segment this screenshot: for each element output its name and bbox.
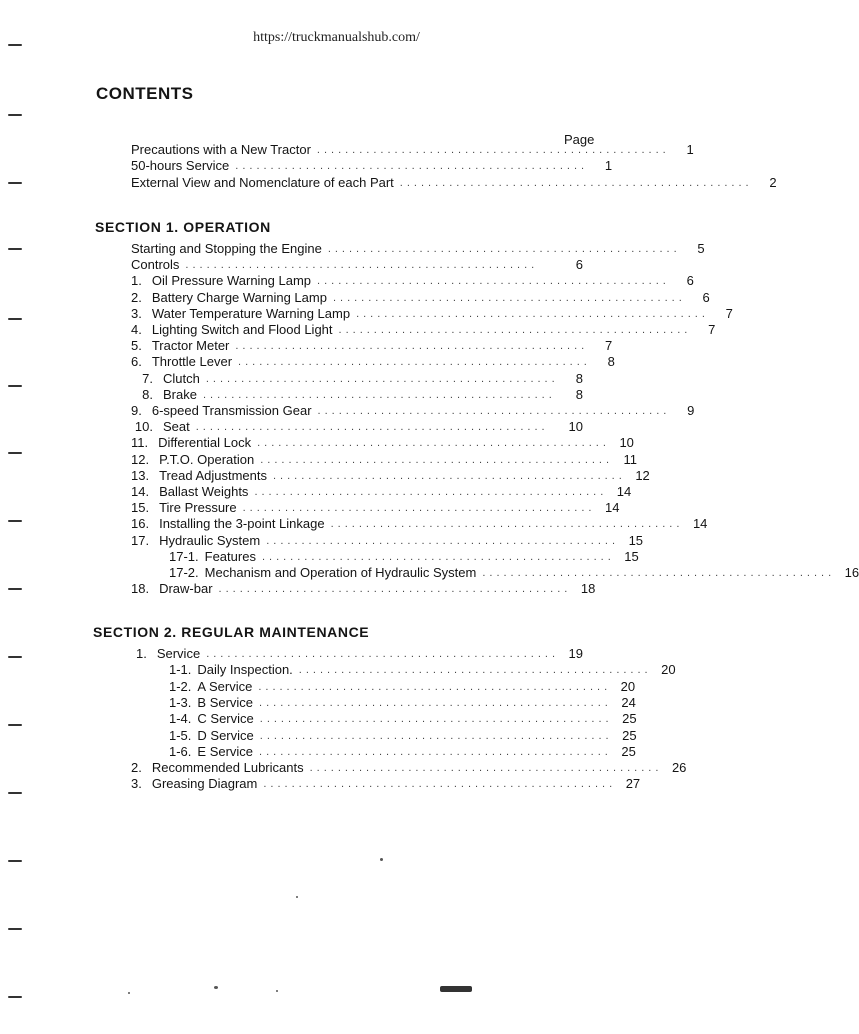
toc-entry-page: 10 (568, 419, 583, 435)
toc-entry-label: Precautions with a New Tractor (131, 142, 311, 157)
leader-dots: .................................................. (309, 762, 663, 775)
leader-dots: .................................................. (338, 324, 692, 336)
leader-dots: .................................................. (205, 372, 559, 385)
margin-mark (8, 928, 22, 930)
toc-entry (131, 776, 641, 792)
margin-mark (8, 656, 22, 658)
toc-entry (131, 581, 596, 597)
toc-entry-label: Controls (131, 257, 180, 273)
toc-entry-page: 25 (621, 743, 636, 759)
toc-entry (131, 257, 583, 273)
toc-entry-page: 8 (575, 386, 583, 402)
toc-entry-label: Throttle Lever (151, 354, 233, 370)
toc-entry-page: 8 (607, 354, 615, 370)
toc-entry-page: 26 (671, 760, 687, 776)
toc-entry-label: Recommended Lubricants (151, 760, 304, 776)
leader-dots: .................................................. (218, 583, 572, 596)
toc-entry-label: C Service (197, 711, 254, 727)
toc-entry-page: 19 (568, 646, 583, 661)
toc-entry-label: Seat (163, 419, 190, 435)
toc-entry-number: 13. (131, 467, 150, 483)
toc-entry-number: 4. (131, 322, 142, 337)
scan-speck (276, 990, 278, 992)
toc-entry-label: Draw-bar (159, 581, 213, 597)
toc-entry-label: Battery Charge Warning Lamp (151, 289, 327, 305)
page-column-header: Page (564, 132, 595, 147)
toc-entry-label: Ballast Weights (159, 484, 249, 499)
toc-entry-page: 16 (844, 565, 859, 580)
toc-entry-number: 16. (131, 516, 150, 532)
toc-entry-page: 14 (616, 484, 632, 499)
leader-dots: .................................................. (482, 567, 836, 579)
toc-entry-label: 6-speed Transmission Gear (151, 403, 312, 418)
leader-dots: .................................................. (235, 160, 589, 172)
margin-mark (8, 588, 22, 590)
section-1-heading: SECTION 1. OPERATION (95, 219, 271, 235)
toc-entry-number: 3. (131, 305, 142, 321)
toc-entry-number: 1. (131, 273, 142, 289)
toc-entry (131, 371, 583, 387)
toc-entry (131, 467, 650, 484)
leader-dots: .................................................. (259, 696, 612, 709)
toc-entry-page: 15 (628, 532, 644, 548)
leader-dots: .................................................. (235, 340, 589, 353)
toc-entry-page: 25 (622, 727, 637, 743)
toc-entry-number: 7. (142, 370, 153, 386)
toc-entry-number: 2. (131, 760, 142, 776)
source-url: https://truckmanualshub.com/ (253, 30, 420, 45)
toc-entry-number: 11. (131, 435, 149, 451)
toc-entry (131, 403, 695, 419)
toc-entry (131, 646, 583, 662)
leader-dots: .................................................. (259, 729, 613, 742)
toc-entry (169, 548, 639, 565)
toc-entry-number: 2. (131, 289, 142, 305)
toc-entry-number: 5. (131, 338, 142, 354)
toc-entry-label: Greasing Diagram (151, 776, 258, 792)
toc-entry-page: 20 (620, 678, 636, 694)
toc-entry (131, 289, 710, 306)
toc-entry-number: 8. (142, 386, 153, 402)
margin-mark (8, 520, 22, 522)
scan-speck (128, 992, 130, 994)
toc-entry-page: 25 (622, 711, 637, 727)
toc-entry (131, 322, 716, 338)
toc-entry-page: 20 (661, 662, 676, 678)
toc-entry-page: 7 (708, 322, 716, 337)
leader-dots: .................................................. (316, 144, 670, 156)
leader-dots: .................................................. (238, 356, 591, 369)
toc-entry-page: 2 (769, 175, 777, 190)
toc-entry-page: 7 (725, 305, 733, 321)
toc-entry-label: External View and Nomenclature of each Part (131, 175, 394, 190)
toc-entry-label: Hydraulic System (159, 532, 261, 548)
page-title: CONTENTS (96, 84, 194, 103)
toc-entry-page: 5 (697, 241, 705, 256)
section-2-heading: SECTION 2. REGULAR MAINTENANCE (93, 624, 370, 640)
toc-entry-page: 15 (624, 548, 639, 564)
toc-entry (169, 727, 637, 744)
toc-entry-label: Tire Pressure (159, 500, 237, 516)
toc-entry-label: Daily Inspection. (197, 662, 293, 678)
toc-entry (131, 158, 613, 174)
toc-entry (169, 711, 637, 727)
toc-entry-label: Features (204, 548, 256, 564)
toc-entry (131, 241, 705, 257)
toc-entry (131, 451, 638, 468)
toc-entry-label: D Service (197, 727, 254, 743)
toc-entry-label: Water Temperature Warning Lamp (151, 305, 351, 321)
leader-dots: .................................................. (272, 469, 626, 482)
toc-entry (131, 484, 632, 500)
leader-dots: .................................................. (185, 259, 539, 272)
toc-entry-page: 14 (604, 500, 620, 516)
toc-entry-number: 1-1. (169, 662, 192, 678)
toc-entry-label: Service (156, 646, 201, 661)
leader-dots: .................................................. (259, 745, 612, 758)
leader-dots: .................................................. (399, 177, 753, 189)
leader-dots: .................................................. (327, 243, 681, 255)
toc-entry-label: Oil Pressure Warning Lamp (151, 273, 312, 289)
toc-entry-number: 18. (131, 581, 150, 597)
margin-mark (8, 792, 22, 794)
leader-dots: .................................................. (298, 664, 652, 677)
toc-entry-number: 3. (131, 776, 142, 792)
toc-entry-number: 10. (134, 419, 153, 435)
toc-entry-page: 7 (604, 338, 613, 354)
toc-entry-page: 11 (623, 451, 638, 467)
toc-entry-page: 14 (692, 516, 708, 532)
toc-entry-number: 15. (131, 500, 150, 516)
toc-entry-number: 1-2. (169, 678, 192, 694)
toc-entry (131, 760, 687, 776)
toc-entry-page: 6 (575, 257, 583, 273)
toc-entry-number: 1-6. (169, 743, 192, 759)
leader-dots: .................................................. (259, 713, 613, 726)
toc-entry-label: A Service (197, 678, 253, 694)
toc-entry (131, 419, 583, 435)
toc-entry-page: 6 (702, 289, 710, 305)
toc-entry-page: 24 (621, 694, 636, 710)
toc-entry-label: Tractor Meter (151, 338, 230, 354)
toc-entry (131, 516, 708, 532)
toc-entry (131, 387, 583, 403)
leader-dots: .................................................. (332, 291, 686, 304)
toc-entry-label: Installing the 3-point Linkage (159, 516, 325, 532)
margin-mark (8, 182, 22, 184)
leader-dots: .................................................. (263, 778, 617, 791)
leader-dots: .................................................. (254, 486, 608, 498)
toc-entry-page: 8 (575, 370, 583, 386)
leader-dots: .................................................. (317, 275, 670, 288)
margin-mark (8, 452, 22, 454)
margin-mark (8, 248, 22, 250)
toc-entry-number: 1-4. (169, 711, 192, 727)
toc-entry-label: Differential Lock (158, 435, 252, 451)
leader-dots: .................................................. (266, 534, 620, 547)
toc-entry (131, 532, 644, 549)
leader-dots: .................................................. (258, 680, 612, 693)
toc-entry-page: 18 (580, 581, 596, 597)
margin-mark (8, 724, 22, 726)
margin-mark (8, 385, 22, 387)
toc-entry-number: 17-1. (169, 548, 199, 564)
toc-entry (131, 354, 615, 370)
toc-entry-page: 27 (625, 776, 641, 792)
leader-dots: .................................................. (356, 307, 709, 320)
scan-speck (380, 858, 383, 861)
scan-smudge (440, 986, 472, 992)
toc-entry-label: Tread Adjustments (159, 467, 267, 483)
leader-dots: .................................................. (260, 453, 614, 466)
toc-entry (131, 338, 613, 354)
leader-dots: .................................................. (206, 648, 559, 660)
margin-mark (8, 318, 22, 320)
toc-entry (169, 565, 859, 581)
toc-entry-label: 50-hours Service (131, 158, 230, 173)
toc-entry-label: B Service (197, 694, 254, 710)
toc-entry-page: 10 (619, 435, 634, 451)
leader-dots: .................................................. (195, 421, 549, 434)
toc-entry-label: Clutch (163, 370, 200, 386)
leader-dots: .................................................. (202, 388, 556, 401)
toc-entry-number: 1. (135, 646, 147, 661)
toc-entry-number: 17. (131, 532, 150, 548)
toc-entry-number: 1-3. (169, 694, 192, 710)
toc-entry-label: Starting and Stopping the Engine (131, 241, 322, 256)
margin-mark (8, 996, 22, 998)
margin-mark (8, 860, 22, 862)
leader-dots: .................................................. (261, 550, 615, 563)
toc-entry-number: 12. (131, 451, 150, 467)
toc-entry-number: 14. (131, 484, 150, 499)
margin-mark (8, 114, 22, 116)
scan-speck (296, 896, 298, 898)
toc-entry-label: Mechanism and Operation of Hydraulic System (204, 565, 477, 580)
leader-dots: .................................................. (242, 502, 596, 515)
toc-entry-number: 6. (131, 354, 142, 370)
toc-entry-number: 17-2. (169, 565, 199, 580)
leader-dots: .................................................. (257, 437, 610, 450)
toc-entry (169, 662, 676, 678)
leader-dots: .................................................. (330, 518, 684, 531)
toc-entry-label: Brake (163, 386, 197, 402)
toc-entry-number: 9. (131, 403, 142, 418)
toc-entry (131, 435, 634, 451)
toc-entry (131, 273, 694, 289)
toc-entry (169, 694, 636, 711)
toc-entry-page: 1 (604, 158, 613, 173)
toc-entry (169, 678, 636, 695)
toc-entry-page: 12 (635, 467, 650, 483)
toc-entry (131, 500, 620, 516)
toc-entry-page: 1 (686, 142, 694, 157)
scan-speck (214, 986, 218, 989)
leader-dots: .................................................. (317, 405, 671, 417)
margin-mark (8, 44, 22, 46)
toc-entry (131, 175, 777, 191)
toc-entry-label: E Service (197, 743, 254, 759)
toc-entry (131, 142, 694, 158)
toc-entry (169, 743, 636, 760)
toc-entry-page: 9 (687, 403, 695, 418)
toc-entry-label: Lighting Switch and Flood Light (151, 322, 333, 337)
toc-entry-page: 6 (686, 273, 694, 289)
toc-entry (131, 305, 733, 322)
toc-entry-label: P.T.O. Operation (159, 451, 255, 467)
toc-entry-number: 1-5. (169, 727, 192, 743)
